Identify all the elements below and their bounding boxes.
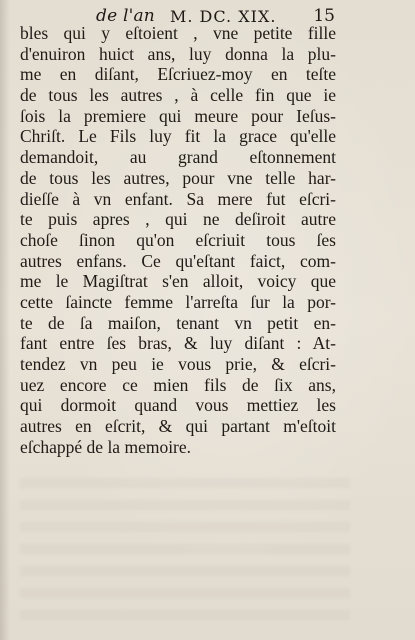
body-text — [20, 23, 336, 457]
text-line: qui dormoit quand vous mettiez les — [20, 395, 336, 416]
text-line: autres en eſcrit, & qui partant m'eſtoit — [20, 416, 336, 437]
running-head-title: de l'an — [96, 6, 155, 26]
text-line: de tous les autres , à celle fin que ie — [20, 85, 336, 106]
running-head-year: M. DC. XIX. — [170, 7, 277, 26]
text-line: uez encore ce mien fils de ſix ans, — [20, 374, 336, 395]
text-line: de tous les autres, pour vne telle har- — [20, 167, 336, 188]
bleed-through-texture — [20, 478, 350, 628]
text-line: fant entre ſes bras, & luy diſant : At- — [20, 333, 336, 354]
text-line: choſe ſinon qu'on eſcriuit tous ſes — [20, 229, 336, 250]
text-line: me le Magiſtrat s'en alloit, voicy que — [20, 271, 336, 292]
text-line: eſchappé de la memoire. — [20, 436, 192, 457]
text-line: autres enfans. Ce qu'eſtant faict, com- — [20, 250, 336, 271]
text-line: te de ſa maiſon, tenant vn petit en- — [20, 312, 336, 333]
text-line: demandoit, au grand eſtonnement — [20, 147, 336, 168]
text-line: cette ſaincte femme l'arreſta ſur la por- — [20, 291, 336, 312]
text-line: bles qui y eſtoient , vne petite fille — [20, 23, 336, 43]
text-line: d'enuiron huict ans, luy donna la plu- — [20, 43, 336, 64]
text-line: dieſſe à vn enfant. Sa mere fut eſcri- — [20, 188, 336, 209]
spine-shadow — [0, 0, 10, 640]
text-line: Chriſt. Le Fils luy fit la grace qu'elle — [20, 126, 336, 147]
text-line: te puis apres , qui ne deſiroit autre — [20, 209, 336, 230]
text-line: tendez vn peu ie vous prie, & eſcri- — [20, 354, 336, 374]
text-line: ſois la premiere qui meure pour Ieſus- — [20, 105, 336, 126]
page-number: 15 — [313, 6, 335, 26]
text-line: me en diſant, Eſcriuez-moy en teſte — [20, 64, 336, 85]
